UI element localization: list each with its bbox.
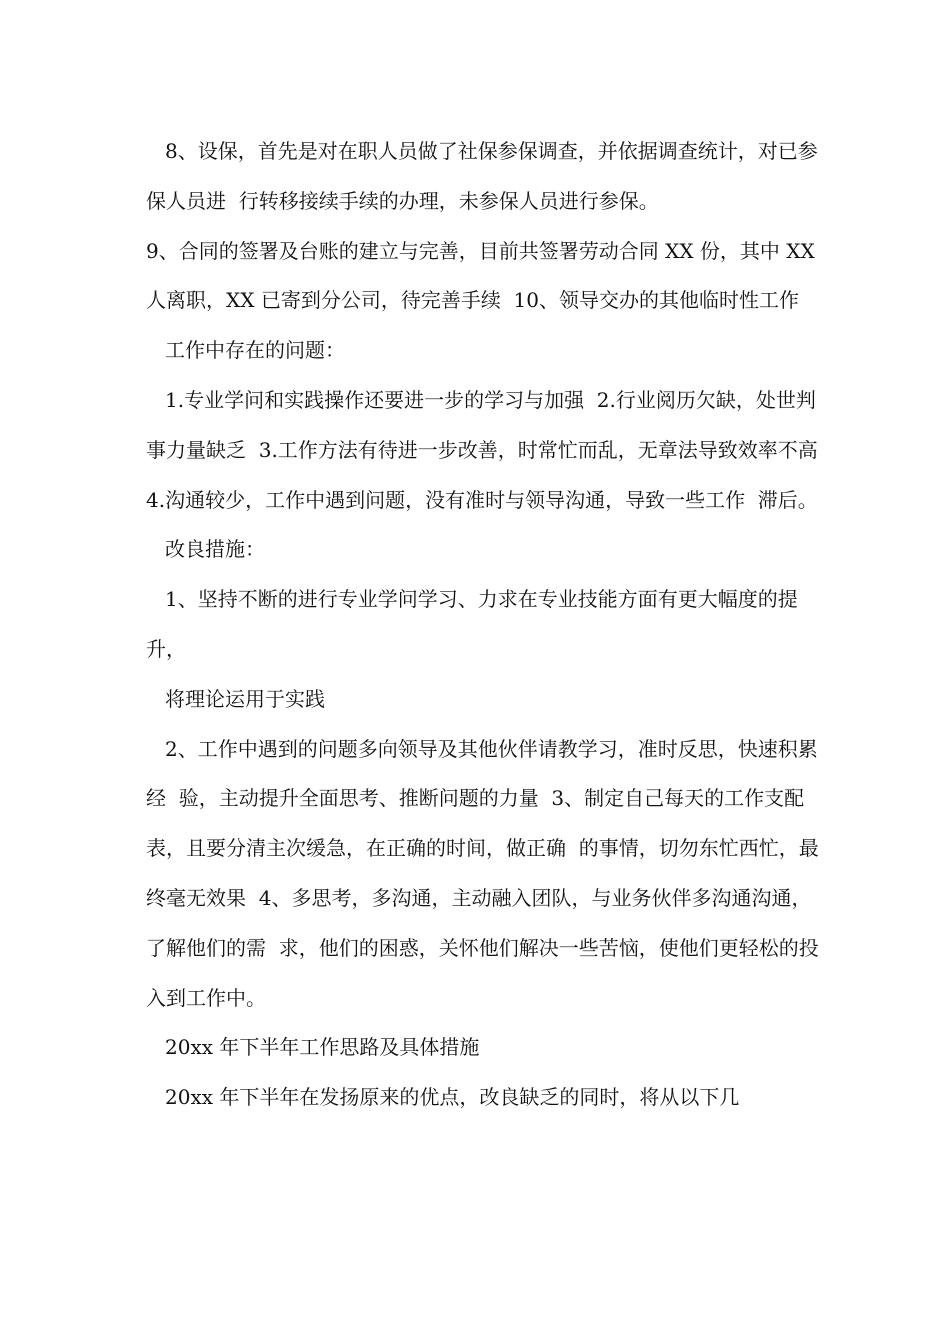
paragraph-measure-1: 1、坚持不断的进行专业学问学习、力求在专业技能方面有更大幅度的提升，	[146, 587, 798, 661]
heading-existing-problems: 工作中存在的问题：	[165, 338, 345, 363]
paragraph-theory-to-practice: 将理论运用于实践	[165, 686, 325, 711]
heading-improvement-measures: 改良措施：	[165, 537, 265, 562]
paragraph-problems-list: 1.专业学问和实践操作还要进一步的学习与加强 2.行业阅历欠缺，处世判事力量缺乏 3.工作方法有待进一步改善，时常忙而乱，无章法导致效率不高 4.沟通较少，工作中遇到问题，没有准时与领导沟通，导致一些工作 滞后。	[146, 387, 831, 512]
paragraph-measures-2-4: 2、工作中遇到的问题多向领导及其他伙伴请教学习，准时反思，快速积累经 验，主动提升全面思考、推断问题的力量 3、制定自己每天的工作支配表，且要分清主次缓急，在正确的时间，做正确 的事情，切勿东忙西忙，最终毫无效果 4、多思考，多沟通，主动融入团队，与业务伙伴多沟通沟通，了解他们的需 求，他们的困惑，关怀他们解决一些苦恼，使他们更轻松的投入到工作中。	[146, 736, 819, 1010]
paragraph-second-half-intro: 20xx 年下半年在发扬原来的优点，改良缺乏的同时，将从以下几	[165, 1085, 740, 1110]
heading-second-half-plan: 20xx 年下半年工作思路及具体措施	[165, 1035, 480, 1060]
paragraph-item-8-social-insurance: 8、设保，首先是对在职人员做了社保参保调查，并依据调查统计，对已参保人员进 行转移接续手续的办理，未参保人员进行参保。	[146, 139, 818, 213]
paragraph-item-9-contracts: 9、合同的签署及台账的建立与完善，目前共签署劳动合同 XX 份，其中 XX 人离职，XX 已寄到分公司，待完善手续 10、领导交办的其他临时性工作	[146, 238, 822, 313]
document-body	[146, 127, 831, 1123]
